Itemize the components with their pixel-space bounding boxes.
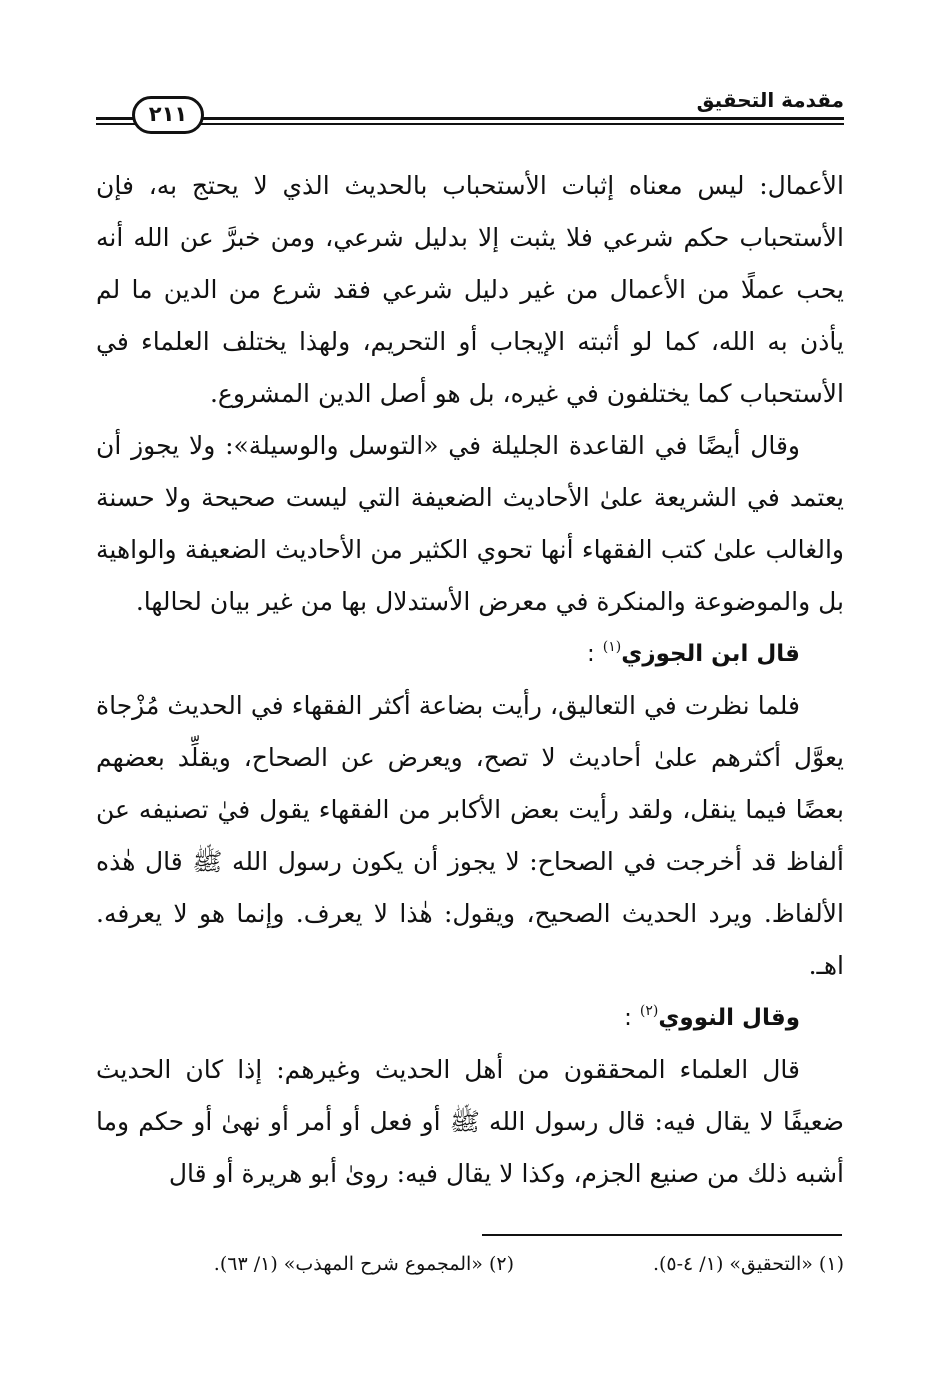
footnote-2: (٢) «المجموع شرح المهذب» (١/ ٦٣). <box>213 1253 514 1275</box>
page-header <box>96 82 844 134</box>
heading-2-text: وقال النووي <box>658 1005 800 1031</box>
heading-1-text: قال ابن الجوزي <box>621 641 800 667</box>
page-number: ٢١١ <box>132 96 204 134</box>
paragraph-2: وقال أيضًا في القاعدة الجليلة في «التوسل والوسيلة»: ولا يجوز أن يعتمد في الشريعة علىٰ الأحاديث الضعيفة التي ليست صحيحة ولا حسنة والغالب علىٰ كتب الفقهاء أنها تحوي الكثير من الأحاديث الضعيفة والواهية بل والموضوعة والمنكرة في معرض الأستدلال بها من غير بيان لحالها. <box>96 431 844 616</box>
main-text <box>96 160 844 1200</box>
footnote-ref-1: (١) <box>602 639 622 655</box>
heading-2-colon: : <box>624 1005 632 1031</box>
footnotes <box>96 1246 844 1286</box>
footnote-separator <box>482 1234 842 1236</box>
header-rule-thick <box>96 117 844 120</box>
running-title: مقدمة التحقيق <box>696 88 844 112</box>
footnote-1: (١) «التحقيق» (١/ ٤-٥). <box>652 1253 844 1275</box>
footnote-ref-2: (٢) <box>639 1003 659 1019</box>
heading-ibn-al-jawzi <box>96 628 844 680</box>
paragraph-4: قال العلماء المحققون من أهل الحديث وغيرهم: إذا كان الحديث ضعيفًا لا يقال فيه: قال رسول الله ﷺ أو فعل أو أمر أو نهىٰ أو حكم وما أشبه ذلك من صنيع الجزم، وكذا لا يقال فيه: روىٰ أبو هريرة أو قال <box>96 1055 844 1188</box>
heading-1-colon: : <box>587 641 595 667</box>
header-rule-thin <box>96 123 844 125</box>
paragraph-3: فلما نظرت في التعاليق، رأيت بضاعة أكثر الفقهاء في الحديث مُزْجاة يعوَّل أكثرهم علىٰ أحاديث لا تصح، ويعرض عن الصحاح، ويقلِّد بعضهم بعضًا فيما ينقل، ولقد رأيت بعض الأكابر من الفقهاء يقول فيٰ تصنيفه عن ألفاظ قد أخرجت في الصحاح: لا يجوز أن يكون رسول الله ﷺ قال هٰذه الألفاظ. ويرد الحديث الصحيح، ويقول: هٰذا لا يعرف. وإنما هو لا يعرفه. اهـ. <box>96 691 844 980</box>
paragraph-1: الأعمال: ليس معناه إثبات الأستحباب بالحديث الذي لا يحتج به، فإن الأستحباب حكم شرعي فلا يثبت إلا بدليل شرعي، ومن خبرَّ عن الله أنه يحب عملًا من الأعمال من غير دليل شرعي فقد شرع من الدين ما لم يأذن به الله، كما لو أثبته الإيجاب أو التحريم، ولهذا يختلف العلماء في الأستحباب كما يختلفون في غيره، بل هو أصل الدين المشروع. <box>96 171 844 408</box>
heading-al-nawawi <box>96 992 844 1044</box>
